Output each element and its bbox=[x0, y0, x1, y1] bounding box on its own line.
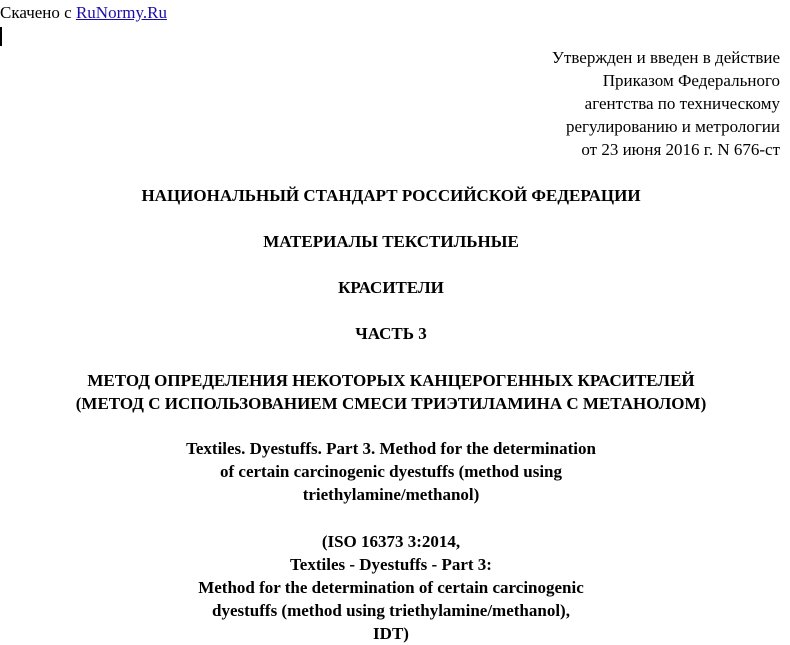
english-title-line: triethylamine/methanol) bbox=[302, 485, 480, 504]
source-line bbox=[0, 2, 167, 24]
approval-line: агентства по техническому bbox=[584, 94, 780, 113]
approval-line: от 23 июня 2016 г. N 676-ст bbox=[581, 140, 780, 159]
materials-title: МАТЕРИАЛЫ ТЕКСТИЛЬНЫЕ bbox=[263, 232, 519, 251]
method-title-line: МЕТОД ОПРЕДЕЛЕНИЯ НЕКОТОРЫХ КАНЦЕРОГЕННЫХ КРАСИТЕЛЕЙ bbox=[87, 371, 695, 390]
method-title-block bbox=[0, 369, 782, 415]
materials-heading bbox=[0, 230, 782, 253]
source-link[interactable]: RuNormy.Ru bbox=[75, 3, 167, 22]
iso-line: Method for the determination of certain carcinogenic bbox=[198, 578, 584, 597]
source-prefix: Скачено с bbox=[0, 3, 76, 22]
dyes-title: КРАСИТЕЛИ bbox=[338, 278, 444, 297]
text-cursor bbox=[0, 27, 2, 46]
iso-line: Textiles - Dyestuffs - Part 3: bbox=[290, 555, 492, 574]
iso-reference-block bbox=[0, 530, 782, 645]
part-heading bbox=[0, 322, 782, 345]
approval-block bbox=[552, 46, 780, 161]
part-title: ЧАСТЬ 3 bbox=[355, 324, 427, 343]
english-title-block bbox=[0, 437, 782, 506]
national-standard-heading bbox=[0, 184, 782, 207]
iso-line: (ISO 16373 3:2014, bbox=[321, 532, 461, 551]
approval-line: регулированию и метрологии bbox=[565, 117, 780, 136]
dyes-heading bbox=[0, 276, 782, 299]
iso-line: dyestuffs (method using triethylamine/methanol), bbox=[212, 601, 570, 620]
approval-line: Утвержден и введен в действие bbox=[551, 48, 780, 67]
method-title-line: (МЕТОД С ИСПОЛЬЗОВАНИЕМ СМЕСИ ТРИЭТИЛАМИНА С МЕТАНОЛОМ) bbox=[75, 394, 707, 413]
approval-line: Приказом Федерального bbox=[602, 71, 780, 90]
national-standard-title: НАЦИОНАЛЬНЫЙ СТАНДАРТ РОССИЙСКОЙ ФЕДЕРАЦИИ bbox=[141, 186, 641, 205]
english-title-line: Textiles. Dyestuffs. Part 3. Method for the determination bbox=[186, 439, 596, 458]
english-title-line: of certain carcinogenic dyestuffs (method using bbox=[219, 462, 563, 481]
iso-line: IDT) bbox=[373, 624, 409, 643]
